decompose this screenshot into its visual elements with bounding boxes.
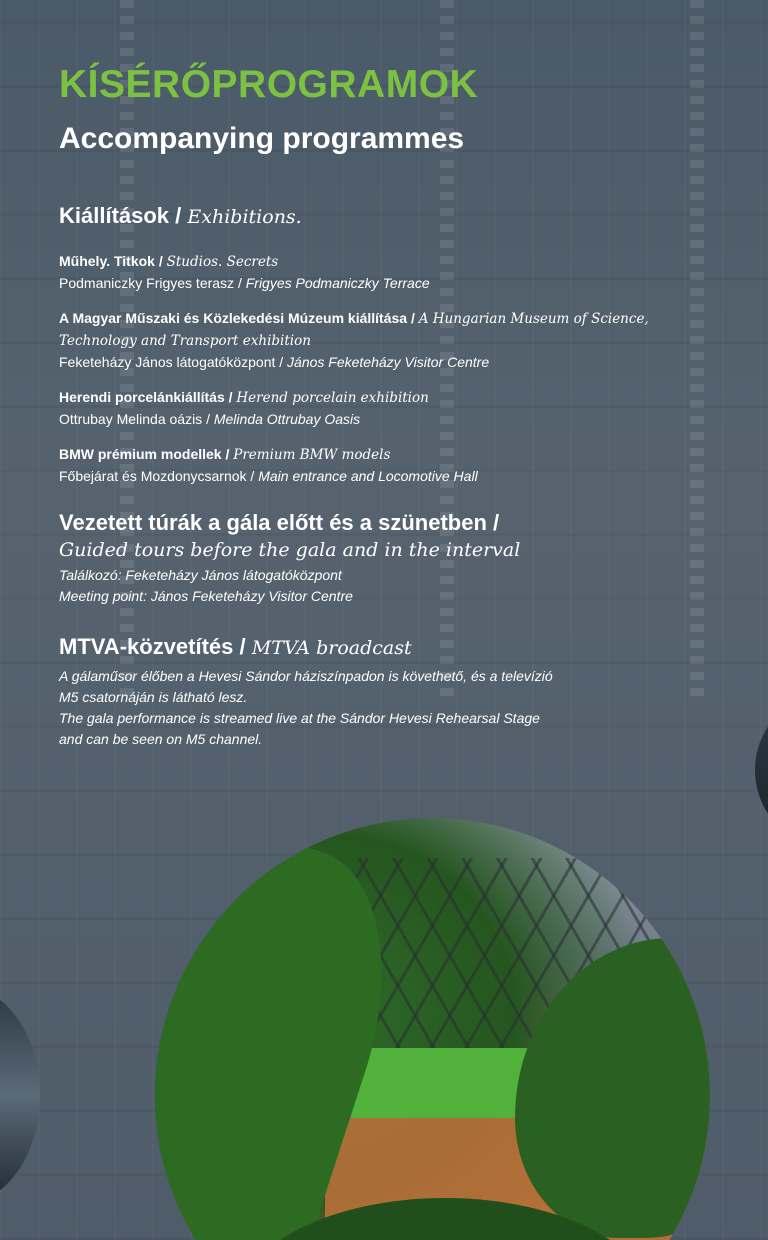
- exhibition-location-en: Frigyes Podmaniczky Terrace: [245, 275, 430, 291]
- exhibitions-title: [59, 202, 699, 231]
- broadcast-title-hu: MTVA-közvetítés /: [59, 634, 246, 659]
- exhibition-title-en: A Hungarian Museum of Science, Technology and Transport exhibition: [59, 311, 649, 349]
- tours-meeting-en: Meeting point: János Feketeházy Visitor Centre: [59, 588, 353, 604]
- tours-meeting-hu: Találkozó: Feketeházy János látogatóközpont: [59, 567, 342, 583]
- broadcast-title-en: MTVA broadcast: [251, 637, 412, 659]
- side-photo-right: [755, 700, 768, 840]
- side-photo-left: [0, 985, 40, 1205]
- exhibition-location: [59, 352, 699, 373]
- exhibition-location: [59, 273, 699, 294]
- heading-english: Accompanying programmes: [59, 122, 465, 155]
- exhibitions-section: [59, 202, 699, 487]
- exhibition-item: [59, 387, 699, 430]
- exhibition-location: [59, 409, 699, 430]
- exhibition-title-hu: A Magyar Műszaki és Közlekedési Múzeum kiállítása /: [59, 310, 415, 326]
- broadcast-text: The gala performance is streamed live at the Sándor Hevesi Rehearsal Stage: [59, 710, 540, 726]
- broadcast-text: M5 csatornáján is látható lesz.: [59, 689, 248, 705]
- broadcast-text: A gálaműsor élőben a Hevesi Sándor háziszínpadon is követhető, és a televízió: [59, 668, 553, 684]
- exhibition-title-hu: BMW prémium modellek /: [59, 446, 230, 462]
- heading-hungarian: KÍSÉRŐPROGRAMOK: [59, 63, 479, 106]
- exhibition-title-hu: Műhely. Titkok /: [59, 253, 163, 269]
- exhibitions-title-hu: Kiállítások /: [59, 203, 182, 228]
- exhibition-item: [59, 308, 699, 373]
- exhibition-title-en: Premium BMW models: [233, 447, 391, 463]
- exhibition-title: [59, 251, 699, 273]
- exhibition-title: [59, 387, 699, 409]
- tours-section: [59, 509, 699, 607]
- exhibition-title: [59, 444, 699, 466]
- exhibition-title-en: Studios. Secrets: [166, 254, 279, 270]
- exhibition-title: [59, 308, 699, 352]
- exhibitions-title-en: Exhibitions.: [187, 206, 302, 228]
- broadcast-text: and can be seen on M5 channel.: [59, 731, 263, 747]
- exhibition-item: [59, 444, 699, 487]
- content: [59, 62, 699, 750]
- exhibition-item: [59, 251, 699, 294]
- tours-title-en: Guided tours before the gala and in the interval: [59, 539, 521, 561]
- exhibition-location-hu: Podmaniczky Frigyes terasz /: [59, 275, 242, 291]
- exhibition-location-en: Main entrance and Locomotive Hall: [258, 468, 478, 484]
- venue-hall-photo: [155, 818, 710, 1240]
- exhibition-title-hu: Herendi porcelánkiállítás /: [59, 389, 233, 405]
- exhibition-location-hu: Feketeházy János látogatóközpont /: [59, 354, 284, 370]
- exhibition-location-en: János Feketeházy Visitor Centre: [287, 354, 490, 370]
- exhibition-title-en: Herend porcelain exhibition: [236, 390, 429, 406]
- broadcast-title: [59, 633, 699, 662]
- exhibition-location: [59, 466, 699, 487]
- exhibition-location-hu: Főbejárat és Mozdonycsarnok /: [59, 468, 255, 484]
- tours-title-hu: Vezetett túrák a gála előtt és a szünetben /: [59, 510, 500, 535]
- exhibition-location-en: Melinda Ottrubay Oasis: [213, 411, 361, 427]
- exhibition-location-hu: Ottrubay Melinda oázis /: [59, 411, 210, 427]
- broadcast-section: [59, 633, 699, 750]
